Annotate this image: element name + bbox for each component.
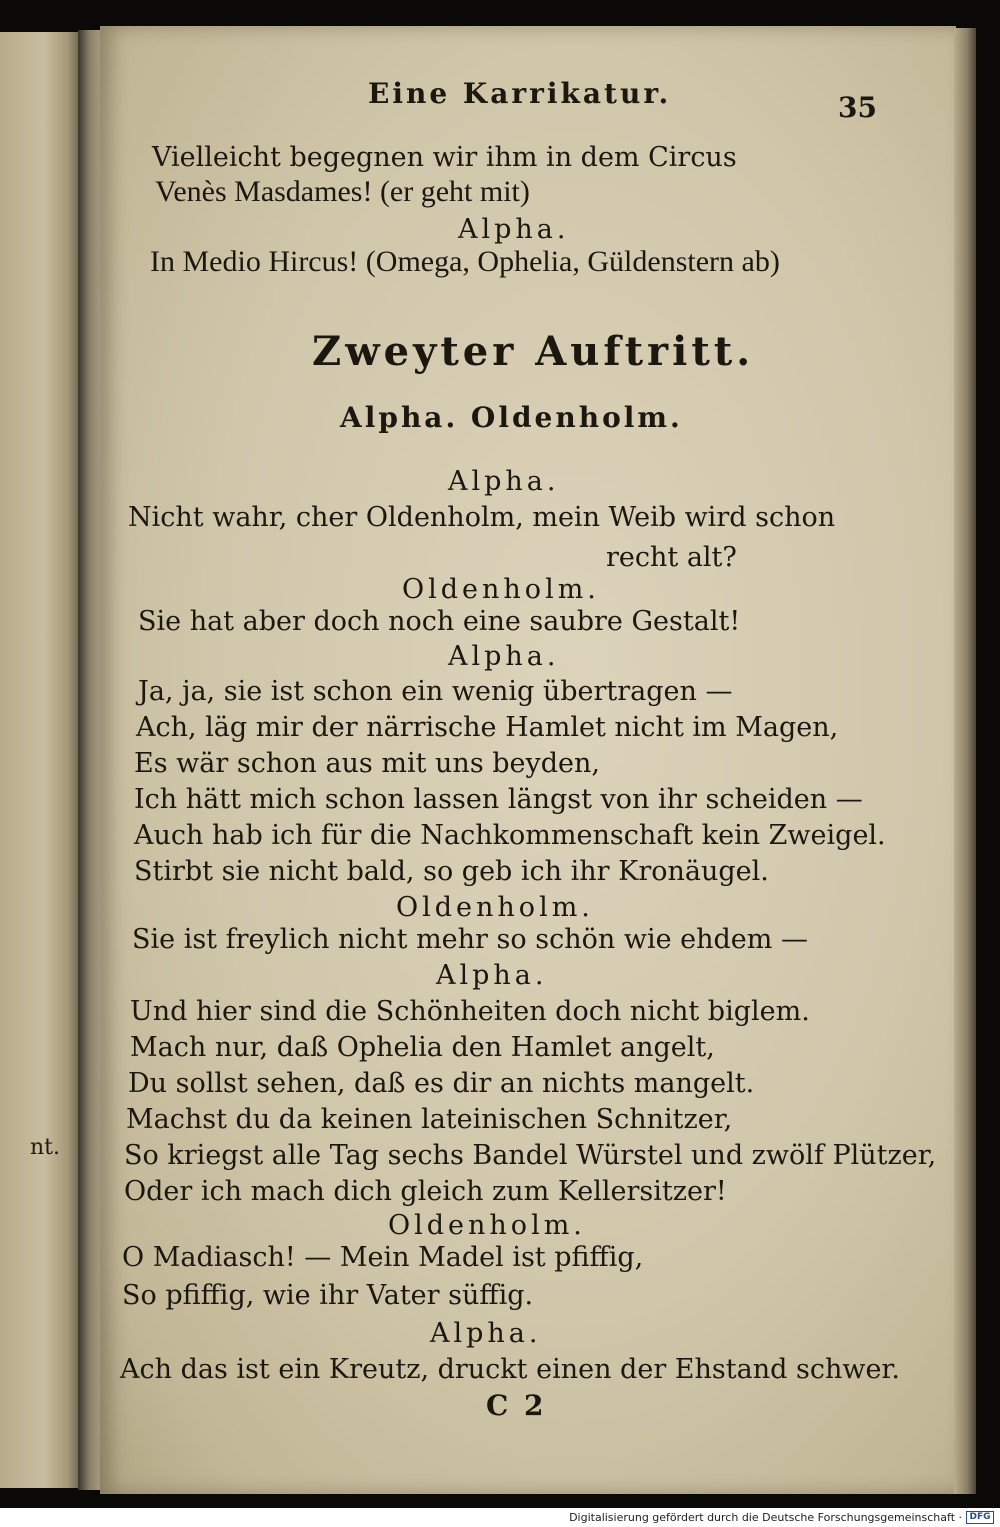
text-line: Ja, ja, sie ist schon ein wenig übertragen — xyxy=(138,676,733,707)
text-line: In Medio Hircus! (Omega, Ophelia, Güldenstern ab) xyxy=(150,245,780,278)
text-line: Ach, läg mir der närrische Hamlet nicht im Magen, xyxy=(136,712,839,743)
text-line: Mach nur, daß Ophelia den Hamlet angelt, xyxy=(130,1032,715,1063)
scene-title: Zweyter Auftritt. xyxy=(312,328,755,375)
text-line: Oder ich mach dich gleich zum Kellersitzer! xyxy=(124,1176,727,1207)
funding-credit: Digitalisierung gefördert durch die Deutsche Forschungsgemeinschaft · xyxy=(569,1511,962,1524)
text-line: Und hier sind die Schönheiten doch nicht biglem. xyxy=(130,996,810,1027)
speaker-name: Oldenholm. xyxy=(402,574,600,605)
text-line: recht alt? xyxy=(606,542,737,573)
running-head: Eine Karrikatur. xyxy=(368,77,672,110)
text-line: Nicht wahr, cher Oldenholm, mein Weib wird schon xyxy=(128,502,836,533)
text-line: Sie hat aber doch noch eine saubre Gestalt! xyxy=(138,606,741,637)
text-line: Ach das ist ein Kreutz, druckt einen der Ehstand schwer. xyxy=(120,1354,900,1385)
text-line: So pfiffig, wie ihr Vater süffig. xyxy=(122,1280,534,1311)
left-page-fragment: nt. xyxy=(30,1135,61,1160)
signature-mark: C 2 xyxy=(486,1389,547,1422)
text-line: Venès Masdames! (er geht mit) xyxy=(155,175,530,208)
speaker-name: Alpha. xyxy=(430,1318,542,1349)
text-line: Ich hätt mich schon lassen längst von ihr scheiden — xyxy=(134,784,863,815)
text-line: Auch hab ich für die Nachkommenschaft kein Zweigel. xyxy=(134,820,886,851)
speaker-name: Alpha. xyxy=(436,960,548,991)
speaker-name: Alpha. xyxy=(458,214,570,245)
speaker-name: Alpha. xyxy=(448,641,560,672)
footer-bar xyxy=(0,1508,1000,1527)
text-line: O Madiasch! — Mein Madel ist pfiffig, xyxy=(122,1242,644,1273)
scene-characters: Alpha. Oldenholm. xyxy=(340,401,683,434)
text-line: Du sollst sehen, daß es dir an nichts mangelt. xyxy=(128,1068,755,1099)
speaker-name: Alpha. xyxy=(448,466,560,497)
text-line: Machst du da keinen lateinischen Schnitzer, xyxy=(126,1104,733,1135)
text-line: So kriegst alle Tag sechs Bandel Würstel und zwölf Plützer, xyxy=(124,1140,937,1171)
text-line: Sie ist freylich nicht mehr so schön wie ehdem — xyxy=(132,924,808,955)
speaker-name: Oldenholm. xyxy=(388,1210,586,1241)
text-line: Es wär schon aus mit uns beyden, xyxy=(134,748,601,779)
speaker-name: Oldenholm. xyxy=(396,892,594,923)
dfg-logo: DFG xyxy=(966,1511,994,1524)
text-line: Vielleicht begegnen wir ihm in dem Circus xyxy=(152,142,737,173)
page-number: 35 xyxy=(838,91,877,124)
text-line: Stirbt sie nicht bald, so geb ich ihr Kronäugel. xyxy=(134,856,769,887)
